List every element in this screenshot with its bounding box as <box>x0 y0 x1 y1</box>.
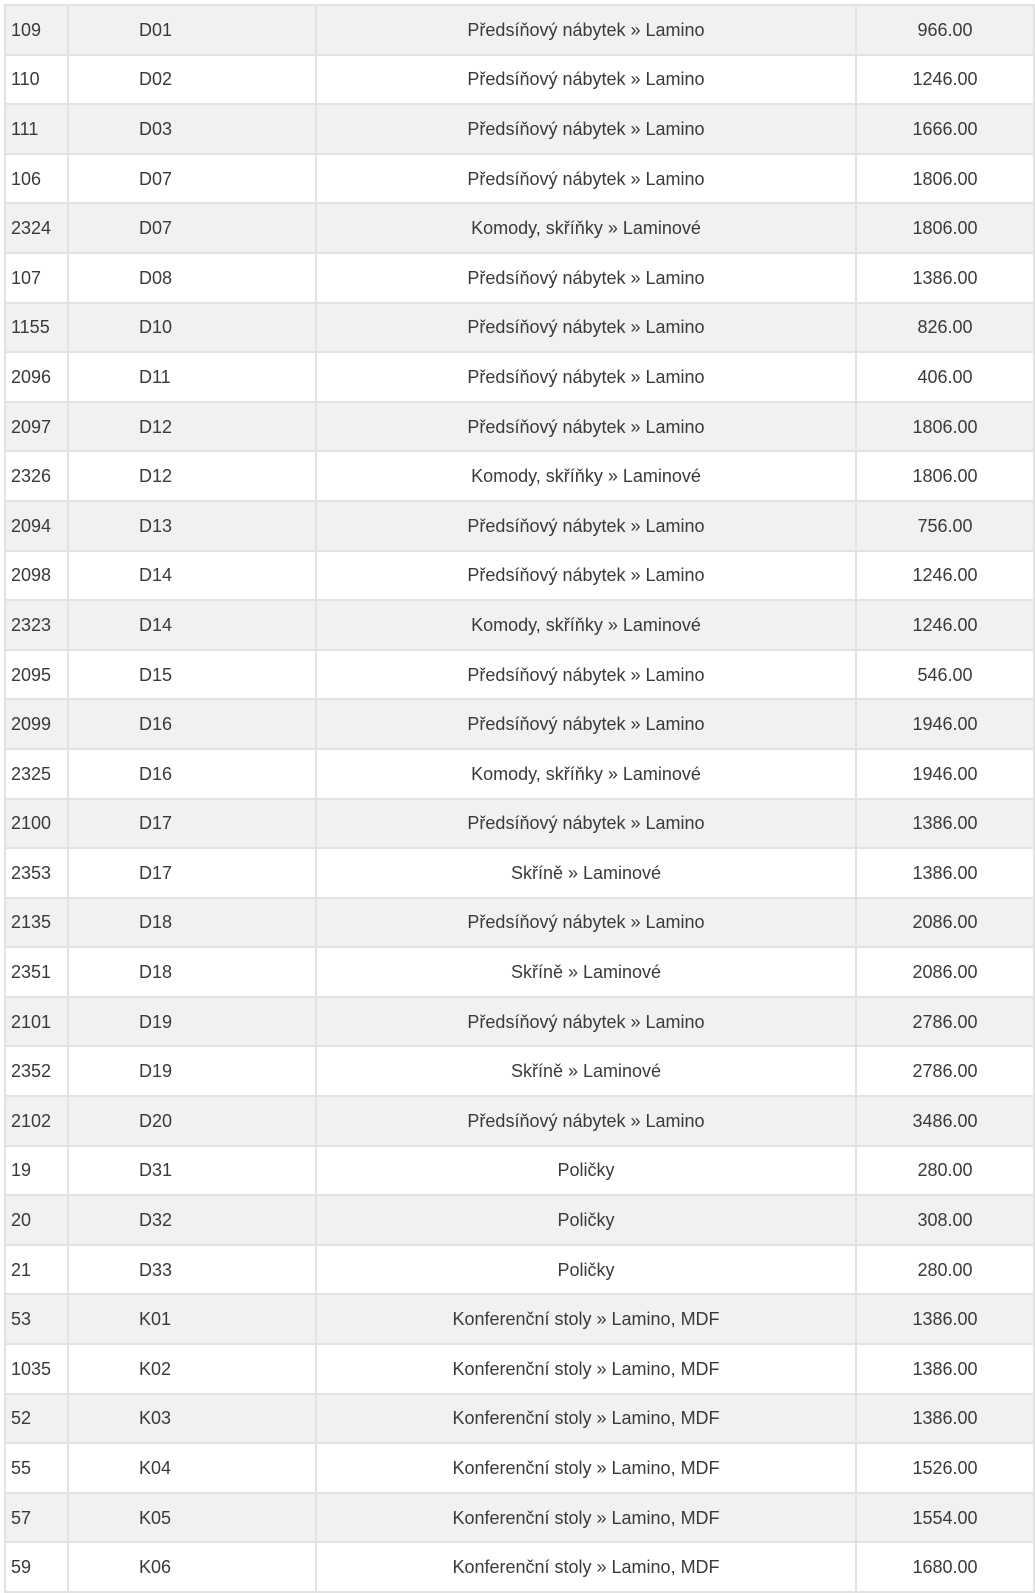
product-code-cell: D19 <box>68 997 316 1047</box>
product-id-cell: 20 <box>5 1195 68 1245</box>
product-category-cell: Poličky <box>316 1195 856 1245</box>
table-row <box>5 154 1034 204</box>
product-category-cell: Předsíňový nábytek » Lamino <box>316 699 856 749</box>
table-row <box>5 600 1034 650</box>
product-category-cell: Předsíňový nábytek » Lamino <box>316 5 856 55</box>
product-id-cell: 1155 <box>5 303 68 353</box>
product-category-cell: Komody, skříňky » Laminové <box>316 451 856 501</box>
product-id-cell: 53 <box>5 1294 68 1344</box>
product-id-cell: 109 <box>5 5 68 55</box>
product-code-cell: D33 <box>68 1245 316 1295</box>
product-price-cell: 756.00 <box>856 501 1034 551</box>
table-row <box>5 5 1034 55</box>
product-code-cell: D14 <box>68 600 316 650</box>
product-code-cell: D31 <box>68 1146 316 1196</box>
product-code-cell: D12 <box>68 451 316 501</box>
product-category-cell: Konferenční stoly » Lamino, MDF <box>316 1493 856 1543</box>
table-row <box>5 1443 1034 1493</box>
product-id-cell: 107 <box>5 253 68 303</box>
product-category-cell: Předsíňový nábytek » Lamino <box>316 303 856 353</box>
product-price-cell: 1806.00 <box>856 451 1034 501</box>
product-id-cell: 106 <box>5 154 68 204</box>
product-price-cell: 280.00 <box>856 1146 1034 1196</box>
table-row <box>5 303 1034 353</box>
product-price-cell: 966.00 <box>856 5 1034 55</box>
product-category-cell: Předsíňový nábytek » Lamino <box>316 154 856 204</box>
product-code-cell: K05 <box>68 1493 316 1543</box>
product-category-cell: Poličky <box>316 1146 856 1196</box>
product-id-cell: 21 <box>5 1245 68 1295</box>
table-row <box>5 1394 1034 1444</box>
product-id-cell: 2326 <box>5 451 68 501</box>
product-code-cell: K04 <box>68 1443 316 1493</box>
table-row <box>5 451 1034 501</box>
product-code-cell: D17 <box>68 799 316 849</box>
product-id-cell: 110 <box>5 55 68 105</box>
product-id-cell: 2095 <box>5 650 68 700</box>
product-id-cell: 2102 <box>5 1096 68 1146</box>
product-code-cell: D17 <box>68 848 316 898</box>
product-category-cell: Konferenční stoly » Lamino, MDF <box>316 1344 856 1394</box>
table-row <box>5 55 1034 105</box>
product-code-cell: D02 <box>68 55 316 105</box>
product-category-cell: Konferenční stoly » Lamino, MDF <box>316 1542 856 1592</box>
product-category-cell: Skříně » Laminové <box>316 1046 856 1096</box>
product-code-cell: D16 <box>68 699 316 749</box>
product-id-cell: 2323 <box>5 600 68 650</box>
product-id-cell: 2351 <box>5 947 68 997</box>
table-row <box>5 1542 1034 1592</box>
product-category-cell: Předsíňový nábytek » Lamino <box>316 1096 856 1146</box>
product-price-cell: 826.00 <box>856 303 1034 353</box>
product-code-cell: K01 <box>68 1294 316 1344</box>
table-row <box>5 253 1034 303</box>
product-id-cell: 2352 <box>5 1046 68 1096</box>
product-id-cell: 111 <box>5 104 68 154</box>
product-price-cell: 1946.00 <box>856 699 1034 749</box>
product-id-cell: 2135 <box>5 898 68 948</box>
product-price-cell: 1806.00 <box>856 402 1034 452</box>
product-price-cell: 2086.00 <box>856 898 1034 948</box>
product-price-cell: 1246.00 <box>856 600 1034 650</box>
table-row <box>5 749 1034 799</box>
product-price-cell: 1806.00 <box>856 203 1034 253</box>
product-price-table <box>4 4 1035 1593</box>
product-category-cell: Předsíňový nábytek » Lamino <box>316 104 856 154</box>
product-code-cell: K03 <box>68 1394 316 1444</box>
product-price-cell: 2786.00 <box>856 1046 1034 1096</box>
product-price-cell: 2786.00 <box>856 997 1034 1047</box>
product-category-cell: Předsíňový nábytek » Lamino <box>316 997 856 1047</box>
product-price-cell: 1680.00 <box>856 1542 1034 1592</box>
table-row <box>5 1146 1034 1196</box>
product-price-cell: 1806.00 <box>856 154 1034 204</box>
product-price-cell: 1946.00 <box>856 749 1034 799</box>
product-category-cell: Předsíňový nábytek » Lamino <box>316 55 856 105</box>
product-code-cell: D20 <box>68 1096 316 1146</box>
product-id-cell: 2096 <box>5 352 68 402</box>
product-price-cell: 280.00 <box>856 1245 1034 1295</box>
product-category-cell: Konferenční stoly » Lamino, MDF <box>316 1394 856 1444</box>
product-category-cell: Komody, skříňky » Laminové <box>316 203 856 253</box>
table-body <box>5 5 1034 1592</box>
product-id-cell: 55 <box>5 1443 68 1493</box>
table-row <box>5 898 1034 948</box>
product-price-cell: 1386.00 <box>856 1344 1034 1394</box>
product-code-cell: K02 <box>68 1344 316 1394</box>
product-category-cell: Předsíňový nábytek » Lamino <box>316 898 856 948</box>
product-id-cell: 19 <box>5 1146 68 1196</box>
product-code-cell: D18 <box>68 947 316 997</box>
table-row <box>5 501 1034 551</box>
product-price-cell: 406.00 <box>856 352 1034 402</box>
product-id-cell: 2325 <box>5 749 68 799</box>
table-row <box>5 1294 1034 1344</box>
product-id-cell: 57 <box>5 1493 68 1543</box>
table-row <box>5 1245 1034 1295</box>
table-row <box>5 551 1034 601</box>
product-code-cell: D11 <box>68 352 316 402</box>
product-category-cell: Předsíňový nábytek » Lamino <box>316 253 856 303</box>
product-id-cell: 2100 <box>5 799 68 849</box>
table-row <box>5 104 1034 154</box>
table-row <box>5 1096 1034 1146</box>
product-id-cell: 52 <box>5 1394 68 1444</box>
product-code-cell: D07 <box>68 203 316 253</box>
product-code-cell: D10 <box>68 303 316 353</box>
product-category-cell: Předsíňový nábytek » Lamino <box>316 352 856 402</box>
table-row <box>5 799 1034 849</box>
product-code-cell: D08 <box>68 253 316 303</box>
product-category-cell: Předsíňový nábytek » Lamino <box>316 799 856 849</box>
product-id-cell: 1035 <box>5 1344 68 1394</box>
product-category-cell: Komody, skříňky » Laminové <box>316 749 856 799</box>
product-code-cell: K06 <box>68 1542 316 1592</box>
product-code-cell: D13 <box>68 501 316 551</box>
product-price-cell: 1386.00 <box>856 799 1034 849</box>
product-price-cell: 308.00 <box>856 1195 1034 1245</box>
table-row <box>5 650 1034 700</box>
product-code-cell: D12 <box>68 402 316 452</box>
product-code-cell: D18 <box>68 898 316 948</box>
product-id-cell: 59 <box>5 1542 68 1592</box>
product-price-cell: 1666.00 <box>856 104 1034 154</box>
product-category-cell: Skříně » Laminové <box>316 848 856 898</box>
product-price-cell: 1554.00 <box>856 1493 1034 1543</box>
product-price-cell: 1386.00 <box>856 1394 1034 1444</box>
table-row <box>5 352 1034 402</box>
table-row <box>5 848 1034 898</box>
product-price-cell: 1246.00 <box>856 551 1034 601</box>
product-code-cell: D19 <box>68 1046 316 1096</box>
product-category-cell: Předsíňový nábytek » Lamino <box>316 551 856 601</box>
product-category-cell: Komody, skříňky » Laminové <box>316 600 856 650</box>
product-category-cell: Skříně » Laminové <box>316 947 856 997</box>
product-code-cell: D01 <box>68 5 316 55</box>
product-category-cell: Předsíňový nábytek » Lamino <box>316 501 856 551</box>
product-price-cell: 1386.00 <box>856 848 1034 898</box>
product-code-cell: D15 <box>68 650 316 700</box>
product-code-cell: D16 <box>68 749 316 799</box>
product-id-cell: 2099 <box>5 699 68 749</box>
product-price-cell: 1386.00 <box>856 253 1034 303</box>
product-id-cell: 2098 <box>5 551 68 601</box>
product-price-cell: 1526.00 <box>856 1443 1034 1493</box>
table-row <box>5 699 1034 749</box>
table-row <box>5 1195 1034 1245</box>
product-code-cell: D03 <box>68 104 316 154</box>
product-category-cell: Předsíňový nábytek » Lamino <box>316 650 856 700</box>
table-row <box>5 1344 1034 1394</box>
product-price-cell: 2086.00 <box>856 947 1034 997</box>
product-code-cell: D14 <box>68 551 316 601</box>
table-row <box>5 997 1034 1047</box>
product-category-cell: Konferenční stoly » Lamino, MDF <box>316 1443 856 1493</box>
product-price-cell: 546.00 <box>856 650 1034 700</box>
product-category-cell: Předsíňový nábytek » Lamino <box>316 402 856 452</box>
product-id-cell: 2324 <box>5 203 68 253</box>
table-row <box>5 1046 1034 1096</box>
product-id-cell: 2097 <box>5 402 68 452</box>
product-code-cell: D32 <box>68 1195 316 1245</box>
product-id-cell: 2353 <box>5 848 68 898</box>
table-row <box>5 203 1034 253</box>
product-category-cell: Konferenční stoly » Lamino, MDF <box>316 1294 856 1344</box>
product-price-cell: 1386.00 <box>856 1294 1034 1344</box>
product-price-cell: 3486.00 <box>856 1096 1034 1146</box>
product-id-cell: 2101 <box>5 997 68 1047</box>
table-row <box>5 1493 1034 1543</box>
product-code-cell: D07 <box>68 154 316 204</box>
table-row <box>5 947 1034 997</box>
product-id-cell: 2094 <box>5 501 68 551</box>
product-price-cell: 1246.00 <box>856 55 1034 105</box>
table-row <box>5 402 1034 452</box>
product-category-cell: Poličky <box>316 1245 856 1295</box>
